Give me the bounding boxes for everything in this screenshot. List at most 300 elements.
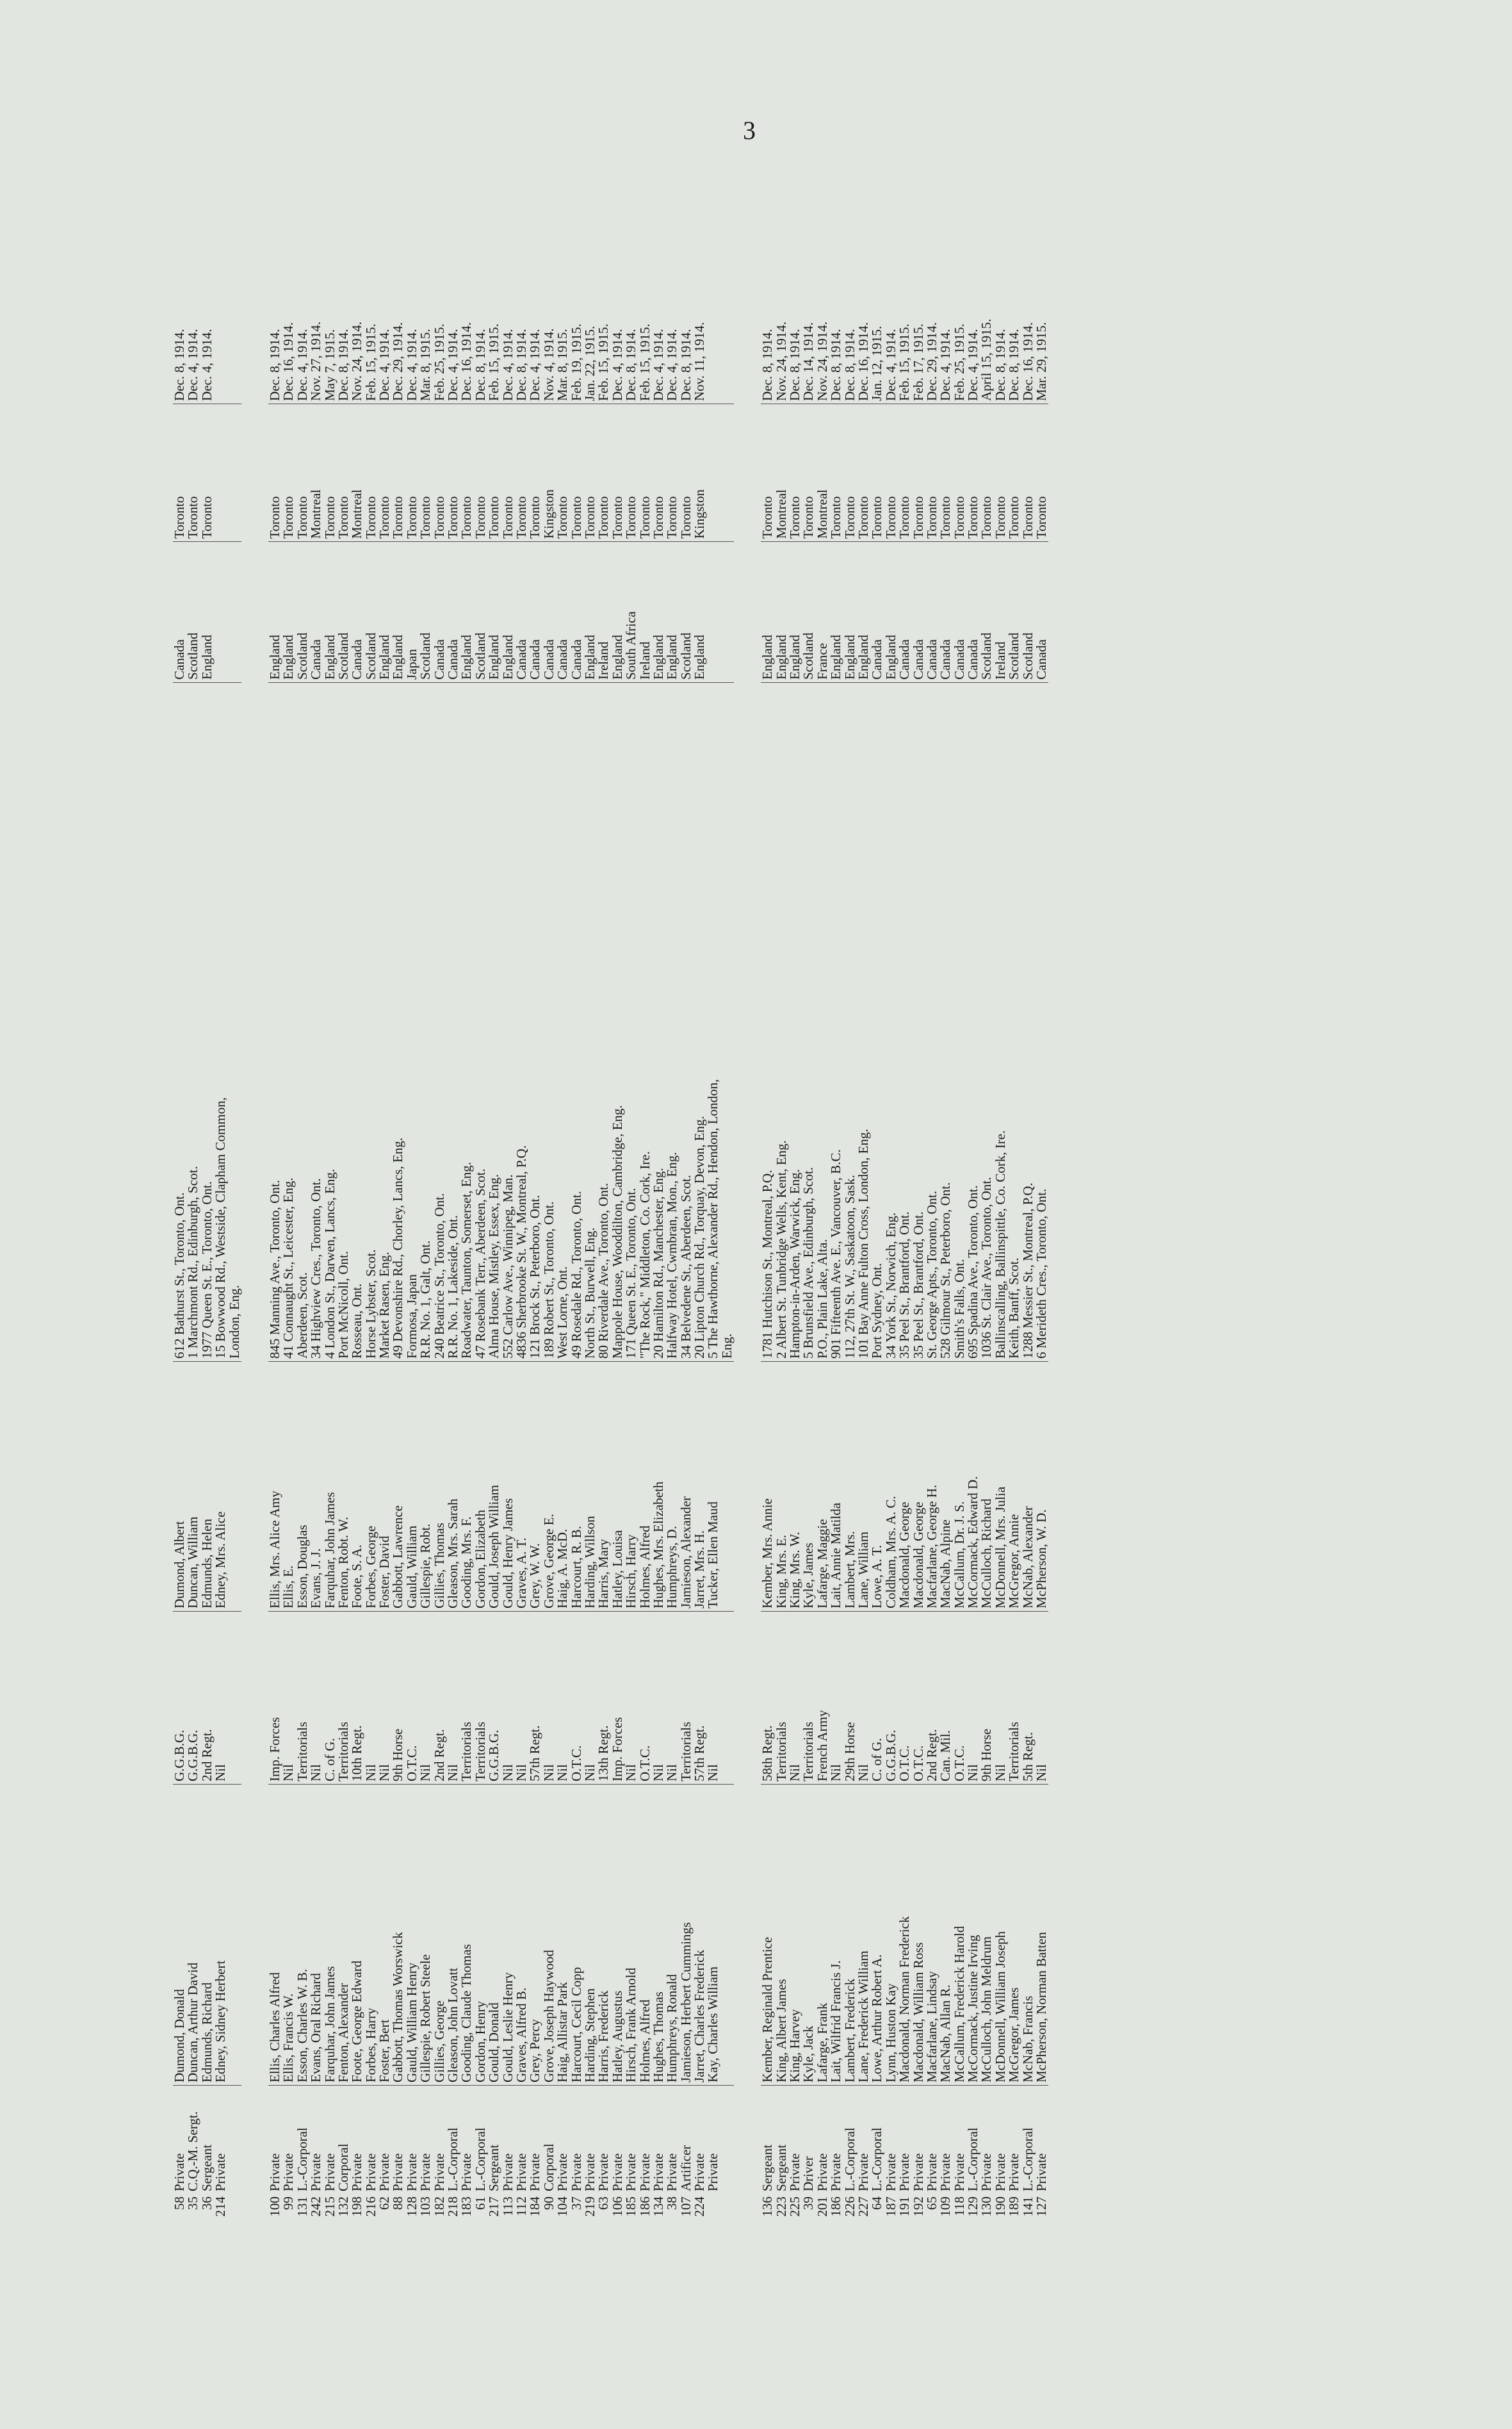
regimental-number: 191 [897, 2196, 913, 2217]
country-of-birth-cell: England [487, 541, 501, 682]
regimental-number: 128 [403, 2196, 419, 2217]
place-of-enlistment-cell: Montreal [350, 404, 364, 541]
table-row [350, 179, 364, 2242]
address-cell: 6 Merideth Cres., Toronto, Ont. [1035, 682, 1048, 1361]
place-of-enlistment-cell: Toronto [788, 404, 802, 541]
address-cell: Market Rasen, Eng. [378, 682, 391, 1361]
address-cell: 4 London St., Darwen, Lancs, Eng. [323, 682, 337, 1361]
next-of-kin-cell: Harding, Willson [583, 1361, 597, 1611]
soldier-name-cell: Humphreys, Ronald [665, 1784, 679, 2085]
place-of-enlistment-cell: Toronto [843, 404, 857, 541]
country-of-birth-cell: England [857, 541, 870, 682]
address-cell: 1781 Hutchison St., Montreal, P.Q. [761, 682, 774, 1361]
soldier-name-cell: Macdonald, Norman Frederick [898, 1784, 911, 2085]
soldier-name-cell: Foote, George Edward [350, 1784, 364, 2085]
country-of-birth-cell [214, 541, 227, 682]
previous-service-cell: Nil [214, 1611, 227, 1784]
place-of-enlistment-cell: Toronto [624, 404, 638, 541]
regimental-number: 218 [445, 2196, 461, 2217]
date-of-enlistment-cell: Feb. 15, 1915. [637, 323, 653, 401]
previous-service-cell: Territorials [775, 1611, 788, 1784]
rank-cell: L.-Corporal [446, 2085, 460, 2194]
soldier-name-cell: King, Harvey [788, 1784, 802, 2085]
table-row [720, 179, 734, 2242]
country-of-birth-cell: England [282, 541, 295, 682]
table-row [391, 179, 405, 2242]
next-of-kin-cell: Ellis, Mrs. Alice Amy [268, 1361, 282, 1611]
soldier-name-cell: Hatley, Augustus [611, 1784, 624, 2085]
previous-service-cell: Nil [1035, 1611, 1048, 1784]
soldier-name-cell: Lane, Frederick William [857, 1784, 870, 2085]
date-of-enlistment-cell: Dec. 4, 1914. [185, 329, 201, 401]
next-of-kin-cell: MacNab, Alpine [939, 1361, 952, 1611]
regimental-number: 134 [650, 2196, 666, 2217]
regimental-number: 103 [418, 2196, 434, 2217]
address-cell: West Lorne, Ont. [556, 682, 569, 1361]
country-of-birth-cell: England [611, 541, 624, 682]
country-of-birth-cell: Scotland [1007, 541, 1021, 682]
place-of-enlistment-cell: Toronto [200, 404, 214, 541]
address-cell: North St., Burwell, Eng. [583, 682, 597, 1361]
table-row [460, 179, 473, 2242]
rank-cell: Private [268, 2085, 282, 2194]
soldier-name-cell: Dumond, Donald [173, 1784, 186, 2085]
table-row [665, 179, 679, 2242]
next-of-kin-cell: Humphreys, D. [665, 1361, 679, 1611]
date-of-enlistment-cell: Jan. 12, 1915. [869, 325, 885, 401]
country-of-birth-cell: Canada [1035, 541, 1048, 682]
country-of-birth-cell: England [378, 541, 391, 682]
table-row [802, 179, 815, 2242]
date-of-enlistment-cell: Dec. 8, 1914. [828, 329, 844, 401]
rank-cell: Private [693, 2085, 706, 2194]
place-of-enlistment-cell: Toronto [570, 404, 583, 541]
date-of-enlistment-cell [228, 192, 241, 404]
next-of-kin-cell: Duncan, William [186, 1361, 200, 1611]
regimental-number: 227 [855, 2196, 871, 2217]
next-of-kin-cell: McDonnell, Mrs. Julia [994, 1361, 1007, 1611]
address-cell: 121 Brock St., Peterboro, Ont. [528, 682, 542, 1361]
address-cell: Ballinscalling, Ballinspittle, Co. Cork, Ire. [994, 682, 1007, 1361]
place-of-enlistment-cell: Toronto [186, 404, 200, 541]
soldier-name-cell: Kyle, Jack [802, 1784, 815, 2085]
next-of-kin-cell: Lait, Annie Matilda [829, 1361, 843, 1611]
address-cell: 80 Riverdale Ave., Toronto, Ont. [597, 682, 610, 1361]
soldier-name-cell: Lait, Wilfrid Francis J. [829, 1784, 843, 2085]
regimental-number: 215 [321, 2196, 337, 2217]
address-cell: 612 Bathurst St., Toronto, Ont. [173, 682, 186, 1361]
rank-cell: Private [939, 2085, 952, 2194]
table-row [857, 179, 870, 2242]
country-of-birth-cell: Scotland [296, 541, 309, 682]
soldier-name-cell: Ellis, Francis W. [282, 1784, 295, 2085]
soldier-name-cell: Grey, Percy [528, 1784, 542, 2085]
previous-service-cell: 57th Regt. [693, 1611, 706, 1784]
table-row [925, 179, 939, 2242]
country-of-birth-cell: Ireland [638, 541, 652, 682]
soldier-name-cell: Graves, Alfred B. [515, 1784, 528, 2085]
date-of-enlistment-cell: Mar. 8, 1915. [418, 329, 434, 401]
regimental-number: 64 [869, 2196, 885, 2210]
address-cell: 35 Peel St., Brantford, Ont. [912, 682, 925, 1361]
rank-cell: Private [309, 2085, 323, 2194]
address-cell: 49 Devonshire Rd., Chorley, Lancs, Eng. [391, 682, 405, 1361]
date-of-enlistment-cell: Nov. 24, 1914. [814, 321, 830, 401]
address-cell: 101 Bay Anne Fulton Cross, London, Eng. [857, 682, 870, 1361]
country-of-birth-cell: Canada [515, 541, 528, 682]
address-cell: 34 York St., Norwich, Eng. [884, 682, 898, 1361]
date-of-enlistment-cell: Feb. 25, 1915. [951, 323, 967, 401]
table-row [1007, 179, 1021, 2242]
country-of-birth-cell: England [884, 541, 898, 682]
soldier-name-cell: Edmunds, Richard [200, 1784, 214, 2085]
regimental-number: 185 [623, 2196, 639, 2217]
previous-service-cell: O.T.C. [898, 1611, 911, 1784]
next-of-kin-cell: Foote, S. A. [350, 1361, 364, 1611]
place-of-enlistment-cell: Toronto [925, 404, 939, 541]
table-row [611, 179, 624, 2242]
previous-service-cell: 2nd Regt. [925, 1611, 939, 1784]
place-of-enlistment-cell: Toronto [1021, 404, 1035, 541]
soldier-name-cell: Macfarlane, Lindsay [925, 1784, 939, 2085]
previous-service-cell: Nil [624, 1611, 638, 1784]
address-cell: Formosa, Japan [405, 682, 419, 1361]
place-of-enlistment-cell: Toronto [665, 404, 679, 541]
address-cell: 845 Manning Ave., Toronto, Ont. [268, 682, 282, 1361]
next-of-kin-cell: McGregor, Annie [1007, 1361, 1021, 1611]
country-of-birth-cell: England [788, 541, 802, 682]
regimental-number: 100 [266, 2196, 282, 2217]
regimental-number: 127 [1034, 2196, 1050, 2217]
date-of-enlistment-cell: Dec. 8, 1914. [841, 329, 858, 401]
next-of-kin-cell: Gillies, Thomas [433, 1361, 446, 1611]
place-of-enlistment-cell: Toronto [1035, 404, 1048, 541]
place-of-enlistment-cell: Toronto [1007, 404, 1021, 541]
rank-cell: C.Q.-M. Sergt. [186, 2085, 200, 2194]
rank-cell: L.-Corporal [870, 2085, 884, 2194]
place-of-enlistment-cell: Toronto [939, 404, 952, 541]
next-of-kin-cell: King, Mrs. W. [788, 1361, 802, 1611]
next-of-kin-cell: King, Mrs. E. [775, 1361, 788, 1611]
date-of-enlistment-cell: Dec. 4, 1914. [965, 329, 981, 401]
next-of-kin-cell: Gillespie, Robt. [419, 1361, 432, 1611]
soldier-name-cell: Gillies, George [433, 1784, 446, 2085]
date-of-enlistment-cell: April 15, 1915. [979, 318, 995, 401]
date-of-enlistment-cell: Nov. 24, 1914. [773, 321, 789, 401]
previous-service-cell: Nil [419, 1611, 432, 1784]
rank-cell: Private [323, 2085, 337, 2194]
place-of-enlistment-cell: Toronto [802, 404, 815, 541]
next-of-kin-cell: Foster, David [378, 1361, 391, 1611]
date-of-enlistment-cell [720, 192, 734, 404]
table-row [624, 179, 638, 2242]
table-row [583, 179, 597, 2242]
country-of-birth-cell: England [775, 541, 788, 682]
previous-service-cell: Nil [282, 1611, 295, 1784]
soldier-name-cell: Fenton, Alexander [337, 1784, 350, 2085]
previous-service-cell: G.G.B.G. [186, 1611, 200, 1784]
rank-cell: Private [912, 2085, 925, 2194]
country-of-birth-cell: Canada [570, 541, 583, 682]
place-of-enlistment-cell: Toronto [679, 404, 693, 541]
date-of-enlistment-cell: Dec. 8, 1914. [472, 329, 488, 401]
country-of-birth-cell [228, 541, 241, 682]
table-row [679, 179, 693, 2242]
regimental-number: 39 [801, 2196, 817, 2210]
address-cell: 552 Carlow Ave., Winnipeg, Man. [501, 682, 515, 1361]
rank-cell: Sergeant [487, 2085, 501, 2194]
next-of-kin-cell: Ellis, E. [282, 1361, 295, 1611]
soldier-name-cell [720, 1784, 734, 2085]
place-of-enlistment-cell: Toronto [378, 404, 391, 541]
date-of-enlistment-cell: Dec. 4, 1914. [650, 329, 666, 401]
rank-cell: Private [583, 2085, 597, 2194]
rank-cell: Private [515, 2085, 528, 2194]
soldier-name-cell: Duncan, Arthur David [186, 1784, 200, 2085]
soldier-name-cell: Gooding, Claude Thomas [460, 1784, 473, 2085]
regimental-number: 136 [760, 2196, 776, 2217]
date-of-enlistment-cell: Nov. 11, 1914. [692, 322, 708, 401]
country-of-birth-cell: Canada [446, 541, 460, 682]
date-of-enlistment-cell: Dec. 4, 1914. [500, 329, 516, 401]
regimental-number: 112 [513, 2196, 529, 2216]
place-of-enlistment-cell [706, 404, 720, 541]
address-cell: London, Eng. [228, 682, 241, 1361]
regimental-number: 216 [362, 2196, 378, 2217]
table-row [378, 179, 391, 2242]
next-of-kin-cell: Hughes, Mrs. Elizabeth [652, 1361, 665, 1611]
address-cell: 240 Beatrice St., Toronto, Ont. [433, 682, 446, 1361]
rank-cell: Private [665, 2085, 679, 2194]
previous-service-cell: 10th Regt. [350, 1611, 364, 1784]
soldier-name-cell: Foster, Bert [378, 1784, 391, 2085]
country-of-birth-cell: Canada [870, 541, 884, 682]
next-of-kin-cell: Gleason, Mrs. Sarah [446, 1361, 460, 1611]
previous-service-cell: 57th Regt. [528, 1611, 542, 1784]
address-cell: 34 Belvedene St., Aberdeen, Scot. [679, 682, 693, 1361]
table-row [487, 179, 501, 2242]
next-of-kin-cell: Harris, Mary [597, 1361, 610, 1611]
date-of-enlistment-cell: Feb. 25, 1915. [431, 323, 447, 401]
address-cell: 15 Bowwood Rd., Westside, Clapham Common, [214, 682, 227, 1361]
table-row [994, 179, 1007, 2242]
regimental-number: 132 [335, 2196, 351, 2217]
place-of-enlistment-cell: Toronto [912, 404, 925, 541]
rank-cell: Private [884, 2085, 898, 2194]
regimental-number: 226 [841, 2196, 858, 2217]
country-of-birth-cell: England [268, 541, 282, 682]
soldier-name-cell: Jarret, Charles Frederick [693, 1784, 706, 2085]
regimental-number: 131 [294, 2196, 310, 2217]
address-cell: Aberdeen, Scot. [296, 682, 309, 1361]
rank-cell: Private [501, 2085, 515, 2194]
place-of-enlistment-cell: Toronto [405, 404, 419, 541]
place-of-enlistment-cell: Toronto [597, 404, 610, 541]
soldier-name-cell: McCallum, Frederick Harold [953, 1784, 966, 2085]
next-of-kin-cell: Gordon, Elizabeth [474, 1361, 487, 1611]
table-row [173, 179, 186, 2242]
place-of-enlistment-cell: Toronto [501, 404, 515, 541]
date-of-enlistment-cell: Feb. 15, 1915. [596, 323, 612, 401]
next-of-kin-cell: Lambert, Mrs. [843, 1361, 857, 1611]
next-of-kin-cell: Gooding, Mrs. F. [460, 1361, 473, 1611]
regimental-number: 187 [882, 2196, 898, 2217]
place-of-enlistment-cell: Toronto [611, 404, 624, 541]
previous-service-cell: Nil [994, 1611, 1007, 1784]
soldier-name-cell: Kember, Reginald Prentice [761, 1784, 774, 2085]
next-of-kin-cell: Jarret, Mrs. H. [693, 1361, 706, 1611]
address-cell: Halfway Hotel, Cwmbran, Mon., Eng. [665, 682, 679, 1361]
next-of-kin-cell [720, 1361, 734, 1611]
address-cell: 1288 Messier St., Montreal, P.Q. [1021, 682, 1035, 1361]
table-row [337, 179, 350, 2242]
place-of-enlistment-cell: Montreal [309, 404, 323, 541]
address-cell: Alma House, Mistley, Essex, Eng. [487, 682, 501, 1361]
date-of-enlistment-cell: Dec. 8, 1914. [266, 329, 282, 401]
soldier-name-cell: King, Albert James [775, 1784, 788, 2085]
place-of-enlistment-cell: Toronto [487, 404, 501, 541]
table-row [980, 179, 993, 2242]
place-of-enlistment-cell: Toronto [556, 404, 569, 541]
place-of-enlistment-cell [228, 404, 241, 541]
date-of-enlistment-cell: Feb. 15, 1915. [897, 323, 913, 401]
previous-service-cell: French Army [816, 1611, 829, 1784]
table-row [953, 179, 966, 2242]
place-of-enlistment-cell [214, 404, 227, 541]
previous-service-cell: Nil [364, 1611, 378, 1784]
regimental-number: 130 [979, 2196, 995, 2217]
country-of-birth-cell: Canada [528, 541, 542, 682]
regimental-number: 118 [951, 2196, 967, 2216]
address-cell: Eng. [720, 682, 734, 1361]
date-of-enlistment-cell: Dec. 4, 1914. [609, 329, 625, 401]
table-row [556, 179, 569, 2242]
table-row [323, 179, 337, 2242]
soldier-name-cell: Jamieson, Herbert Cummings [679, 1784, 693, 2085]
place-of-enlistment-cell: Toronto [857, 404, 870, 541]
soldier-name-cell: Harding, Stephen [583, 1784, 597, 2085]
rank-cell: Private [1035, 2085, 1048, 2194]
rank-cell: Private [816, 2085, 829, 2194]
rank-cell: Private [1007, 2085, 1021, 2194]
date-of-enlistment-cell: Dec. 4, 1914. [403, 329, 419, 401]
date-of-enlistment-cell: Feb. 19, 1915. [568, 323, 584, 401]
soldier-name-cell: McCulloch, John Meldrum [980, 1784, 993, 2085]
address-cell: Rosseau, Ont. [350, 682, 364, 1361]
soldier-name-cell: Gordon, Henry [474, 1784, 487, 2085]
regimental-number: 192 [910, 2196, 926, 2217]
date-of-enlistment-cell [706, 192, 720, 404]
date-of-enlistment-cell: Jan. 22, 1915. [581, 325, 597, 401]
next-of-kin-cell: Kyle, James [802, 1361, 815, 1611]
rank-cell [720, 2085, 734, 2194]
date-of-enlistment-cell: Dec. 4, 1914. [445, 329, 461, 401]
date-of-enlistment-cell: Dec. 16, 1914. [855, 322, 871, 401]
table-row [405, 179, 419, 2242]
previous-service-cell: 13th Regt. [597, 1611, 610, 1784]
soldier-name-cell: Lynn, Huston Kay [884, 1784, 898, 2085]
table-row [200, 179, 214, 2242]
soldier-name-cell: Haig, Allistar Park [556, 1784, 569, 2085]
date-of-enlistment-cell: Dec. 4, 1914. [377, 329, 393, 401]
place-of-enlistment-cell: Toronto [980, 404, 993, 541]
next-of-kin-cell: Jamieson, Alexander [679, 1361, 693, 1611]
address-cell: 1036 St. Clair Ave., Toronto, Ont. [980, 682, 993, 1361]
page-number: 3 [743, 116, 756, 145]
country-of-birth-cell: Canada [966, 541, 980, 682]
address-cell: Keith, Banff, Scot. [1007, 682, 1021, 1361]
previous-service-cell: Nil [665, 1611, 679, 1784]
table-row [638, 179, 652, 2242]
next-of-kin-cell: Gauld, William [405, 1361, 419, 1611]
soldier-name-cell: Edney, Sidney Herbert [214, 1784, 227, 2085]
next-of-kin-cell: Lafarge, Maggie [816, 1361, 829, 1611]
country-of-birth-cell: Scotland [337, 541, 350, 682]
previous-service-cell: Territorials [460, 1611, 473, 1784]
address-cell: 41 Connaught St., Leicester, Eng. [282, 682, 295, 1361]
date-of-enlistment-cell: Feb. 15, 1915. [362, 323, 378, 401]
table-row [1035, 179, 1048, 2242]
address-cell: 1977 Queen St. E., Toronto, Ont. [200, 682, 214, 1361]
country-of-birth-cell: England [829, 541, 843, 682]
previous-service-cell: Nil [788, 1611, 802, 1784]
regimental-number: 141 [1020, 2196, 1036, 2217]
rank-cell: Private [419, 2085, 432, 2194]
regimental-number [228, 2194, 241, 2242]
previous-service-cell: Territorials [802, 1611, 815, 1784]
date-of-enlistment-cell: Dec. 4, 1914. [527, 329, 543, 401]
address-cell: 49 Rosedale Rd., Toronto, Ont. [570, 682, 583, 1361]
table-row [788, 179, 802, 2242]
date-of-enlistment-cell: Dec. 4, 1914. [294, 329, 310, 401]
next-of-kin-cell: Hatley, Louisa [611, 1361, 624, 1611]
table-row [515, 179, 528, 2242]
soldier-name-cell: Harris, Frederick [597, 1784, 610, 2085]
address-cell: R.R. No. 1, Galt, Ont. [419, 682, 432, 1361]
regimental-number: 189 [1006, 2196, 1022, 2217]
date-of-enlistment-cell: Nov. 4, 1914. [541, 328, 557, 401]
previous-service-cell: 9th Horse [391, 1611, 405, 1784]
next-of-kin-cell: McCormack, Edward D. [966, 1361, 980, 1611]
soldier-name-cell: Grove, Joseph Haywood [542, 1784, 556, 2085]
address-cell: R.R. No. 1, Lakeside, Ont. [446, 682, 460, 1361]
soldier-name-cell: Harcourt, Cecil Copp [570, 1784, 583, 2085]
date-of-enlistment-cell: Dec. 16, 1914. [280, 322, 297, 401]
address-cell: 5 Brunsfield Ave., Edinburgh, Scot. [802, 682, 815, 1361]
previous-service-cell: 9th Horse [980, 1611, 993, 1784]
previous-service-cell: G.G.B.G. [487, 1611, 501, 1784]
address-cell: St. George Apts., Toronto, Ont. [925, 682, 939, 1361]
regimental-number: 182 [431, 2196, 447, 2217]
rank-cell: Private [898, 2085, 911, 2194]
country-of-birth-cell: Canada [309, 541, 323, 682]
country-of-birth-cell: Canada [953, 541, 966, 682]
next-of-kin-cell: Macdonald, George [912, 1361, 925, 1611]
previous-service-cell: 2nd Regt. [433, 1611, 446, 1784]
address-cell: Roadwater, Taunton, Somerset, Eng. [460, 682, 473, 1361]
soldier-name-cell: Hughes, Thomas [652, 1784, 665, 2085]
date-of-enlistment-cell: Nov. 24, 1914. [349, 321, 365, 401]
place-of-enlistment-cell: Toronto [282, 404, 295, 541]
place-of-enlistment-cell: Toronto [460, 404, 473, 541]
next-of-kin-cell: Evans, J. J. [309, 1361, 323, 1611]
country-of-birth-cell: England [323, 541, 337, 682]
previous-service-cell: Nil [501, 1611, 515, 1784]
rank-cell: Private [788, 2085, 802, 2194]
rank-cell: Private [378, 2085, 391, 2194]
date-of-enlistment-cell: Dec. 8, 1914. [513, 329, 529, 401]
next-of-kin-cell: Lane, William [857, 1361, 870, 1611]
